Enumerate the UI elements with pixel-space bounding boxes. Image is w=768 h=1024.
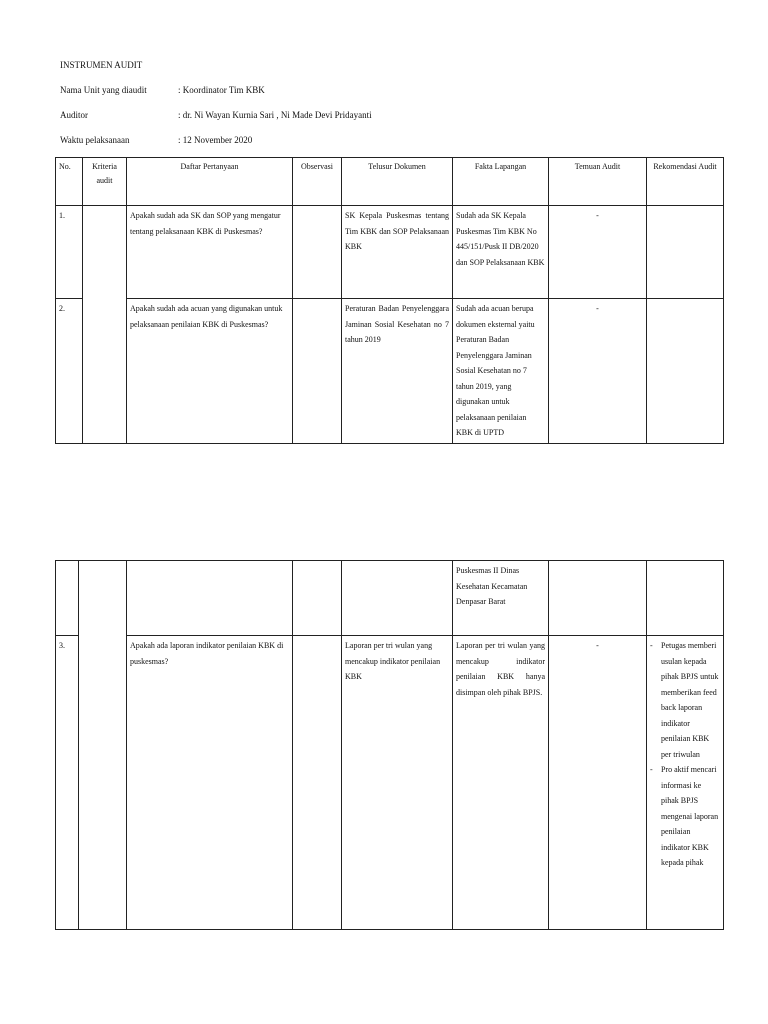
info-unit: [0, 85, 768, 97]
rekomendasi-text: Pro aktif mencari informasi ke pihak BPJS mengenai laporan penilaian indikator KBK kepada pihak: [661, 765, 719, 867]
cell-telusur: Laporan per tri wulan yang mencakup indikator penilaian KBK: [342, 636, 453, 930]
cell-observasi: [293, 561, 342, 636]
info-auditor-value: : dr. Ni Wayan Kurnia Sari , Ni Made Devi Pridayanti: [178, 110, 372, 120]
cell-fakta: Puskesmas II Dinas Kesehatan Kecamatan Denpasar Barat: [453, 561, 549, 636]
cell-rekomendasi: [647, 206, 724, 299]
cell-no: 3.: [56, 636, 79, 930]
cell-fakta: Laporan per tri wulan yang mencakup indikator penilaian KBK hanya disimpan oleh pihak BPJS.: [453, 636, 549, 930]
info-unit-value: : Koordinator Tim KBK: [178, 85, 265, 95]
cell-pertanyaan: Apakah sudah ada SK dan SOP yang mengatur tentang pelaksanaan KBK di Puskesmas?: [127, 206, 293, 299]
cell-rekomendasi: [647, 299, 724, 444]
col-pertanyaan: Daftar Pertanyaan: [127, 158, 293, 206]
info-auditor-label: Auditor: [60, 110, 88, 120]
cell-telusur: Peraturan Badan Penyelenggara Jaminan Sosial Kesehatan no 7 tahun 2019: [342, 299, 453, 444]
cell-temuan: -: [549, 206, 647, 299]
info-date-label: Waktu pelaksanaan: [60, 135, 130, 145]
document-title: INSTRUMEN AUDIT: [60, 60, 143, 70]
cell-rekomendasi: [647, 636, 724, 930]
cell-observasi: [293, 636, 342, 930]
bullet-dash: -: [650, 765, 653, 774]
audit-table-1: [55, 157, 724, 444]
cell-no: 2.: [56, 299, 83, 444]
cell-rekomendasi: [647, 561, 724, 636]
table-row: [56, 299, 724, 444]
col-no: No.: [56, 158, 83, 206]
cell-pertanyaan: Apakah ada laporan indikator penilaian KBK di puskesmas?: [127, 636, 293, 930]
table-row-continuation: [56, 561, 724, 636]
cell-temuan: -: [549, 299, 647, 444]
col-temuan: Temuan Audit: [549, 158, 647, 206]
info-unit-label: Nama Unit yang diaudit: [60, 85, 147, 95]
cell-no: 1.: [56, 206, 83, 299]
cell-telusur: SK Kepala Puskesmas tentang Tim KBK dan SOP Pelaksanaan KBK: [342, 206, 453, 299]
audit-table-2: [55, 560, 724, 930]
cell-pertanyaan: [127, 561, 293, 636]
cell-fakta: Sudah ada SK Kepala Puskesmas Tim KBK No 445/151/Pusk II DB/2020 dan SOP Pelaksanaan KBK: [453, 206, 549, 299]
cell-kriteria: [83, 206, 127, 444]
cell-fakta: Sudah ada acuan berupa dokumen eksternal yaitu Peraturan Badan Penyelenggara Jaminan Sosial Kesehatan no 7 tahun 2019, yang digunakan untuk pelaksanaan penilaian KBK di UPTD: [453, 299, 549, 444]
col-telusur: Telusur Dokumen: [342, 158, 453, 206]
list-item: [650, 762, 720, 871]
cell-telusur: [342, 561, 453, 636]
list-item: [650, 638, 720, 762]
cell-observasi: [293, 206, 342, 299]
col-fakta: Fakta Lapangan: [453, 158, 549, 206]
rekomendasi-list: [650, 638, 720, 871]
table-row: [56, 636, 724, 930]
col-kriteria: Kriteria audit: [83, 158, 127, 206]
cell-kriteria: [79, 561, 127, 930]
table-row: [56, 206, 724, 299]
bullet-dash: -: [650, 641, 653, 650]
info-date-value: : 12 November 2020: [178, 135, 253, 145]
col-observasi: Observasi: [293, 158, 342, 206]
info-auditor: [0, 110, 768, 122]
cell-no: [56, 561, 79, 636]
cell-pertanyaan: Apakah sudah ada acuan yang digunakan untuk pelaksanaan penilaian KBK di Puskesmas?: [127, 299, 293, 444]
cell-temuan: -: [549, 636, 647, 930]
col-rekomendasi: Rekomendasi Audit: [647, 158, 724, 206]
cell-temuan: [549, 561, 647, 636]
table-header-row: [56, 158, 724, 206]
rekomendasi-text: Petugas memberi usulan kepada pihak BPJS untuk memberikan feed back laporan indikator penilaian KBK per triwulan: [661, 641, 719, 759]
info-date: [0, 135, 768, 147]
cell-observasi: [293, 299, 342, 444]
